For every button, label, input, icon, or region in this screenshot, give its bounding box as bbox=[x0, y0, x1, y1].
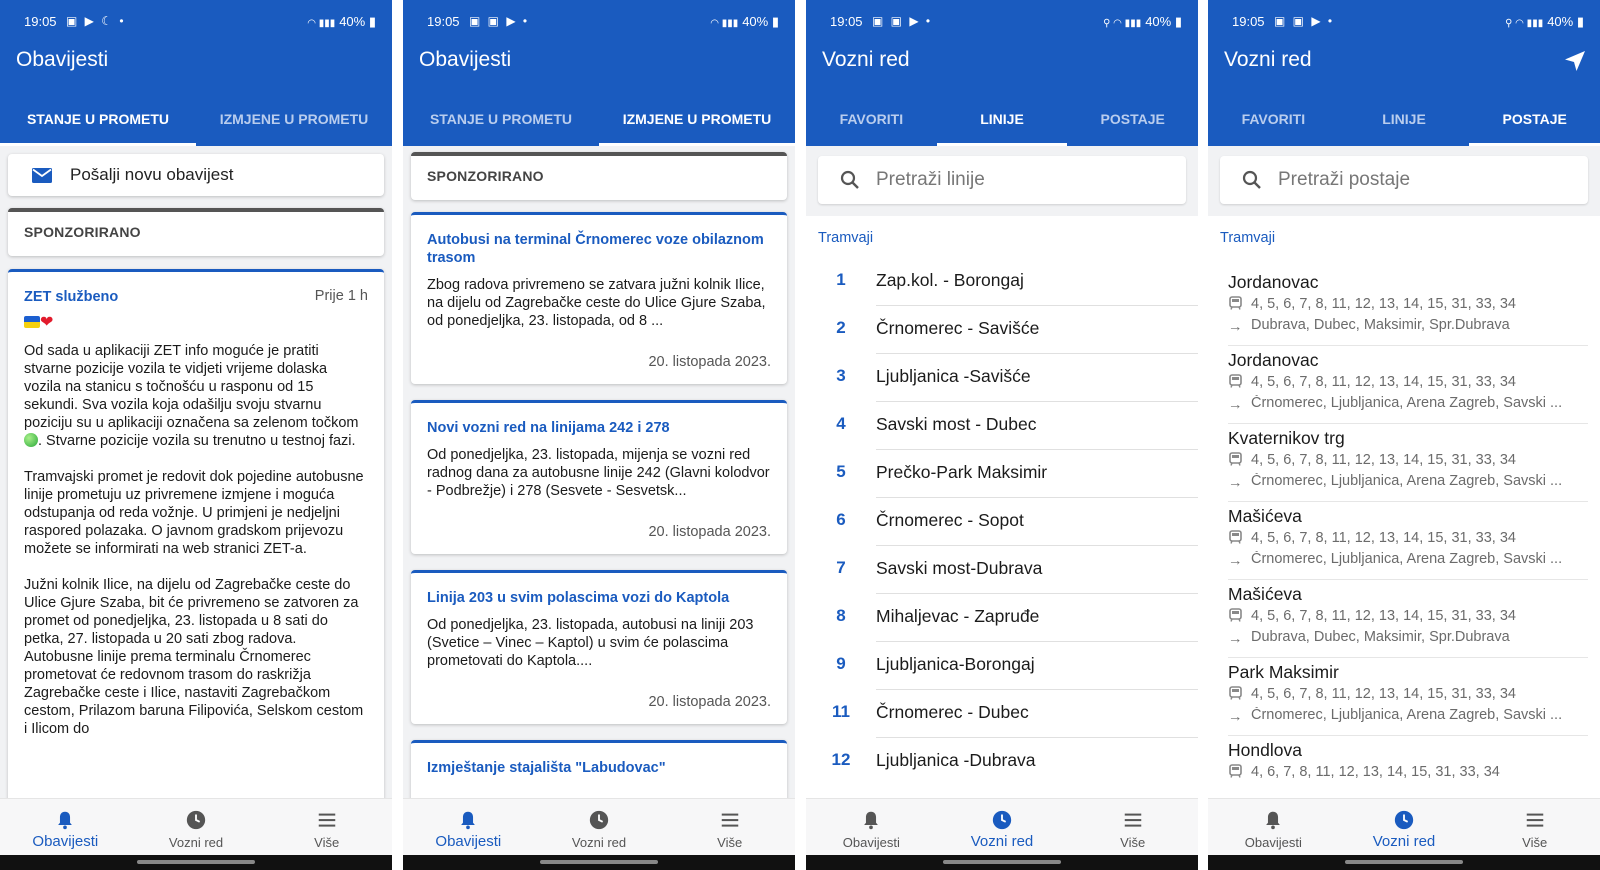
tab-traffic-status[interactable]: STANJE U PROMETU bbox=[0, 104, 196, 146]
tab-bar bbox=[1208, 104, 1600, 146]
notification-icons: ▣ ▣ ▶ • bbox=[469, 14, 530, 28]
battery-level: 40% bbox=[1145, 14, 1172, 29]
tram-icon bbox=[1228, 608, 1243, 622]
status-time: 19:05 bbox=[24, 14, 57, 29]
news-card[interactable] bbox=[411, 400, 787, 554]
news-date: 20. listopada 2023. bbox=[648, 694, 771, 710]
tab-bar bbox=[806, 104, 1198, 146]
news-paragraph: Južni kolnik Ilice, na dijelu od Zagrebačke ceste do Ulice Gjure Szaba, bit će privremeno se zatvoren za promet od ponedjeljka, 23. listopada u 8 sati do petka, 27. listopada u 20 sati zbog radova. Autobusne linije prema terminalu Črnomerec prometovat će redovnom trasom do raskrižja Zagrebačke ceste i Ilice, nastaviti Zagrebačkom cestom, Prilazom baruna Filipovića, Selskom cestom i Ilicom do bbox=[24, 577, 364, 737]
nav-notifications[interactable] bbox=[1208, 799, 1339, 855]
page-title: Obavijesti bbox=[16, 48, 109, 71]
news-card[interactable] bbox=[8, 269, 384, 798]
screen-timetable-lines bbox=[806, 0, 1198, 870]
nav-label: Više bbox=[314, 835, 340, 850]
nav-notifications[interactable] bbox=[806, 799, 937, 855]
nav-more[interactable] bbox=[664, 799, 795, 855]
news-card[interactable] bbox=[411, 740, 787, 798]
nav-more[interactable] bbox=[1067, 799, 1198, 855]
heart-icon: ❤ bbox=[40, 314, 54, 331]
clock-icon bbox=[1393, 809, 1415, 831]
tram-icon bbox=[1228, 296, 1243, 310]
app-bar bbox=[0, 0, 392, 146]
stop-direction: Dubrava, Dubec, Maksimir, Spr.Dubrava bbox=[1251, 629, 1510, 645]
status-bar bbox=[1208, 0, 1600, 42]
news-title: Autobusi na terminal Črnomerec voze obilaznom trasom bbox=[427, 232, 764, 266]
line-number: 5 bbox=[836, 462, 846, 481]
app-bar bbox=[1208, 0, 1600, 146]
nav-label: Više bbox=[1120, 835, 1146, 850]
nav-more[interactable] bbox=[261, 799, 392, 855]
nav-label: Vozni red bbox=[1372, 833, 1436, 850]
tab-bar bbox=[403, 104, 795, 146]
stop-name: Kvaternikov trg bbox=[1228, 428, 1345, 448]
tab-lines[interactable]: LINIJE bbox=[937, 104, 1068, 146]
news-paragraph: Tramvajski promet je redovit dok pojedine autobusne linije prometuju uz privremene izmjene i moguća odstupanja od reda vožnje. U primjeni je nedjeljni raspored polazaka. O javnom gradskom prijevozu možete se informirati na web stranici ZET-a. bbox=[24, 469, 364, 557]
line-number: 7 bbox=[836, 558, 846, 577]
search-lines-input[interactable] bbox=[876, 169, 1116, 191]
bottom-navigation bbox=[0, 798, 392, 855]
search-box[interactable] bbox=[1220, 156, 1588, 204]
status-bar bbox=[806, 0, 1198, 42]
stop-row[interactable] bbox=[1208, 662, 1600, 740]
stop-direction: Dubrava, Dubec, Maksimir, Spr.Dubrava bbox=[1251, 317, 1510, 333]
gesture-bar bbox=[403, 855, 795, 870]
bottom-navigation bbox=[403, 798, 795, 855]
line-name: Zap.kol. - Borongaj bbox=[876, 270, 1024, 290]
stop-row[interactable] bbox=[1208, 584, 1600, 662]
nav-label: Vozni red bbox=[571, 835, 627, 850]
line-row[interactable] bbox=[806, 258, 1198, 306]
tab-favorites[interactable]: FAVORITI bbox=[839, 111, 904, 127]
line-row[interactable] bbox=[806, 354, 1198, 402]
line-name: Savski most - Dubec bbox=[876, 414, 1037, 434]
bottom-navigation bbox=[806, 798, 1198, 855]
battery-level: 40% bbox=[339, 14, 366, 29]
lines-panel bbox=[806, 146, 1198, 798]
nav-label: Obavijesti bbox=[842, 835, 900, 850]
line-number: 1 bbox=[836, 270, 846, 289]
line-number: 6 bbox=[836, 510, 846, 529]
gesture-bar bbox=[0, 855, 392, 870]
clock-icon bbox=[991, 809, 1013, 831]
stop-lines: 4, 5, 6, 7, 8, 11, 12, 13, 14, 15, 31, 33, 34 bbox=[1251, 530, 1516, 546]
news-author: ZET službeno bbox=[24, 289, 119, 305]
line-row[interactable] bbox=[806, 450, 1198, 498]
clock-icon bbox=[588, 809, 610, 831]
news-excerpt: Od ponedjeljka, 23. listopada, autobusi na liniji 203 (Svetice – Vinec – Kaptol) u svim će polascima prometovati do Kaptola.... bbox=[427, 617, 754, 669]
status-right: ◠ ▮▮▮ 40% ▮ bbox=[307, 14, 376, 29]
status-right: ◠ ▮▮▮ 40% ▮ bbox=[710, 14, 779, 29]
notification-icons: ▣ ▣ ▶ • bbox=[872, 14, 933, 28]
line-row[interactable] bbox=[806, 402, 1198, 450]
stop-direction: Črnomerec, Ljubljanica, Arena Zagreb, Savski ... bbox=[1251, 707, 1563, 723]
location-signal-icon: ⚲ ◠ ▮▮▮ bbox=[1103, 18, 1142, 29]
bell-icon bbox=[54, 809, 76, 831]
ukraine-flag-icon bbox=[24, 316, 40, 328]
line-name: Ljubljanica -Savišće bbox=[876, 366, 1031, 386]
stop-lines: 4, 5, 6, 7, 8, 11, 12, 13, 14, 15, 31, 33, 34 bbox=[1251, 296, 1516, 312]
line-number: 12 bbox=[831, 750, 851, 769]
news-title: Izmještanje stajališta "Labudovac" bbox=[427, 760, 666, 776]
menu-icon bbox=[719, 809, 741, 831]
search-box[interactable] bbox=[818, 156, 1186, 204]
stop-row[interactable] bbox=[1208, 740, 1600, 798]
line-name: Črnomerec - Dubec bbox=[876, 702, 1029, 722]
arrow-right-icon: → bbox=[1228, 553, 1243, 567]
search-area bbox=[1208, 146, 1600, 216]
nav-timetable[interactable] bbox=[937, 799, 1068, 855]
menu-icon bbox=[1122, 809, 1144, 831]
tab-stops[interactable]: POSTAJE bbox=[1100, 111, 1165, 127]
sponsored-card[interactable] bbox=[8, 208, 384, 256]
signal-icon: ◠ ▮▮▮ bbox=[307, 18, 336, 29]
screen-timetable-stops bbox=[1208, 0, 1600, 870]
line-name: Črnomerec - Savišće bbox=[876, 318, 1040, 338]
nav-label: Vozni red bbox=[970, 833, 1034, 850]
line-row[interactable] bbox=[806, 738, 1198, 786]
tab-traffic-status[interactable]: STANJE U PROMETU bbox=[429, 111, 573, 127]
stop-name: Jordanovac bbox=[1228, 350, 1319, 370]
line-row[interactable] bbox=[806, 690, 1198, 738]
sponsored-card[interactable] bbox=[411, 152, 787, 200]
nav-label: Više bbox=[717, 835, 743, 850]
emoji-row bbox=[8, 306, 384, 332]
section-label: Tramvaji bbox=[818, 230, 874, 246]
clock-icon bbox=[185, 809, 207, 831]
stops-list bbox=[1208, 216, 1600, 798]
stop-name: Park Maksimir bbox=[1228, 662, 1339, 682]
bell-icon bbox=[860, 809, 882, 831]
stop-name: Hondlova bbox=[1228, 740, 1302, 760]
bell-icon bbox=[457, 809, 479, 831]
tram-icon bbox=[1228, 686, 1243, 700]
menu-icon bbox=[316, 809, 338, 831]
news-excerpt: Zbog radova privremeno se zatvara južni kolnik Ilice, na dijelu od Zagrebačke ceste do Ulice Gjure Szaba, od ponedjeljka, 23. listopada, od 8 ... bbox=[427, 277, 766, 329]
screen-notifications-traffic-status bbox=[0, 0, 392, 870]
tram-icon bbox=[1228, 530, 1243, 544]
arrow-right-icon: → bbox=[1228, 631, 1243, 645]
nav-label: Više bbox=[1522, 835, 1548, 850]
news-excerpt: Od ponedjeljka, 23. listopada, mijenja se vozni red radnog dana za autobusne linije 242 (Glavni kolodvor - Podbrežje) i 278 (Sesvete - Sesvetsk... bbox=[427, 447, 770, 499]
status-time: 19:05 bbox=[1232, 14, 1265, 29]
mail-icon bbox=[32, 168, 52, 183]
arrow-right-icon: → bbox=[1228, 397, 1243, 411]
location-arrow-icon[interactable] bbox=[1564, 50, 1586, 72]
send-notification-button[interactable] bbox=[8, 154, 384, 196]
send-notification-label: Pošalji novu obavijest bbox=[70, 165, 234, 184]
location-signal-icon: ⚲ ◠ ▮▮▮ bbox=[1505, 18, 1544, 29]
line-name: Mihaljevac - Zapruđe bbox=[876, 606, 1040, 626]
nav-label: Obavijesti bbox=[32, 833, 99, 850]
status-bar bbox=[0, 0, 392, 42]
news-date: 20. listopada 2023. bbox=[648, 354, 771, 370]
signal-icon: ◠ ▮▮▮ bbox=[710, 18, 739, 29]
feed bbox=[0, 146, 392, 798]
tab-traffic-changes[interactable]: IZMJENE U PROMETU bbox=[219, 111, 369, 127]
stop-name: Mašićeva bbox=[1228, 506, 1302, 526]
status-time: 19:05 bbox=[427, 14, 460, 29]
tab-lines[interactable]: LINIJE bbox=[1382, 111, 1426, 127]
line-row[interactable] bbox=[806, 498, 1198, 546]
page-title: Obavijesti bbox=[419, 48, 512, 71]
changes-list bbox=[403, 146, 795, 798]
nav-timetable[interactable] bbox=[534, 799, 665, 855]
screen-notifications-traffic-changes bbox=[403, 0, 795, 870]
app-bar bbox=[806, 0, 1198, 146]
sponsored-label: SPONZORIRANO bbox=[24, 224, 141, 240]
news-body bbox=[8, 332, 384, 738]
line-row[interactable] bbox=[806, 594, 1198, 642]
stop-lines: 4, 5, 6, 7, 8, 11, 12, 13, 14, 15, 31, 33, 34 bbox=[1251, 452, 1516, 468]
arrow-right-icon: → bbox=[1228, 319, 1243, 333]
nav-timetable[interactable] bbox=[131, 799, 262, 855]
arrow-right-icon: → bbox=[1228, 475, 1243, 489]
line-row[interactable] bbox=[806, 306, 1198, 354]
lines-list bbox=[806, 216, 1198, 798]
page-title: Vozni red bbox=[822, 48, 910, 71]
line-name: Prečko-Park Maksimir bbox=[876, 462, 1048, 482]
line-row[interactable] bbox=[806, 642, 1198, 690]
line-number: 11 bbox=[832, 702, 850, 721]
tab-favorites[interactable]: FAVORITI bbox=[1241, 111, 1306, 127]
stop-row[interactable] bbox=[1208, 272, 1600, 350]
nav-label: Vozni red bbox=[168, 835, 224, 850]
page-title: Vozni red bbox=[1224, 48, 1312, 71]
stop-lines: 4, 5, 6, 7, 8, 11, 12, 13, 14, 15, 31, 33, 34 bbox=[1251, 374, 1516, 390]
app-bar bbox=[403, 0, 795, 146]
stop-direction: Črnomerec, Ljubljanica, Arena Zagreb, Savski ... bbox=[1251, 551, 1563, 567]
line-number: 3 bbox=[836, 366, 846, 385]
line-number: 8 bbox=[836, 606, 846, 625]
stop-name: Jordanovac bbox=[1228, 272, 1319, 292]
stop-lines: 4, 5, 6, 7, 8, 11, 12, 13, 14, 15, 31, 33, 34 bbox=[1251, 608, 1516, 624]
line-name: Ljubljanica-Borongaj bbox=[876, 654, 1035, 674]
stop-row[interactable] bbox=[1208, 506, 1600, 584]
line-number: 9 bbox=[836, 654, 846, 673]
search-icon bbox=[1242, 170, 1262, 190]
line-number: 4 bbox=[836, 414, 846, 433]
status-right: ⚲ ◠ ▮▮▮ 40% ▮ bbox=[1103, 14, 1182, 29]
line-row[interactable] bbox=[806, 546, 1198, 594]
stop-lines: 4, 5, 6, 7, 8, 11, 12, 13, 14, 15, 31, 33, 34 bbox=[1251, 686, 1516, 702]
bottom-navigation bbox=[1208, 798, 1600, 855]
line-name: Savski most-Dubrava bbox=[876, 558, 1043, 578]
tab-stops[interactable]: POSTAJE bbox=[1469, 104, 1600, 146]
green-dot-icon bbox=[24, 433, 38, 447]
tram-icon bbox=[1228, 452, 1243, 466]
news-date: 20. listopada 2023. bbox=[648, 524, 771, 540]
nav-label: Obavijesti bbox=[435, 833, 502, 850]
news-paragraph: Od sada u aplikaciji ZET info moguće je pratiti stvarne pozicije vozila te vidjeti vrijeme dolaska vozila na stanicu s točnošću u rasponu od 15 sekundi. Sva vozila koja odašilju svoju stvarnu poziciju su u aplikaciji označena sa zelenom točkom . Stvarne pozicije vozila su trenutno u testnoj fazi. bbox=[24, 343, 359, 449]
notification-icons: ▣ ▶ ☾ • bbox=[66, 14, 126, 28]
bell-icon bbox=[1262, 809, 1284, 831]
news-title: Linija 203 u svim polascima vozi do Kaptola bbox=[427, 590, 730, 606]
line-name: Ljubljanica -Dubrava bbox=[876, 750, 1036, 770]
nav-notifications[interactable] bbox=[0, 799, 131, 855]
search-icon bbox=[840, 170, 860, 190]
stop-direction: Črnomerec, Ljubljanica, Arena Zagreb, Savski ... bbox=[1251, 473, 1563, 489]
battery-level: 40% bbox=[1547, 14, 1574, 29]
notification-icons: ▣ ▣ ▶ • bbox=[1274, 14, 1335, 28]
news-time: Prije 1 h bbox=[314, 288, 368, 304]
tab-bar bbox=[0, 104, 392, 146]
status-time: 19:05 bbox=[830, 14, 863, 29]
news-title: Novi vozni red na linijama 242 i 278 bbox=[427, 420, 670, 436]
tram-icon bbox=[1228, 374, 1243, 388]
nav-timetable[interactable] bbox=[1339, 799, 1470, 855]
nav-label: Obavijesti bbox=[1244, 835, 1302, 850]
news-card[interactable] bbox=[411, 212, 787, 384]
sponsored-label: SPONZORIRANO bbox=[427, 168, 544, 184]
stops-panel bbox=[1208, 146, 1600, 798]
news-card[interactable] bbox=[411, 570, 787, 724]
stop-name: Mašićeva bbox=[1228, 584, 1302, 604]
arrow-right-icon: → bbox=[1228, 709, 1243, 723]
nav-more[interactable] bbox=[1469, 799, 1600, 855]
line-number: 2 bbox=[836, 318, 846, 337]
stop-row[interactable] bbox=[1208, 350, 1600, 428]
search-stops-input[interactable] bbox=[1278, 169, 1518, 191]
search-area bbox=[806, 146, 1198, 216]
tab-traffic-changes[interactable]: IZMJENE U PROMETU bbox=[599, 104, 795, 146]
status-right: ⚲ ◠ ▮▮▮ 40% ▮ bbox=[1505, 14, 1584, 29]
nav-notifications[interactable] bbox=[403, 799, 534, 855]
status-bar bbox=[403, 0, 795, 42]
section-label: Tramvaji bbox=[1220, 230, 1276, 246]
battery-level: 40% bbox=[742, 14, 769, 29]
stop-lines: 4, 6, 7, 8, 11, 12, 13, 14, 15, 31, 33, 34 bbox=[1251, 764, 1500, 780]
stop-direction: Črnomerec, Ljubljanica, Arena Zagreb, Savski ... bbox=[1251, 395, 1563, 411]
line-name: Črnomerec - Sopot bbox=[876, 510, 1024, 530]
stop-row[interactable] bbox=[1208, 428, 1600, 506]
gesture-bar bbox=[806, 855, 1198, 870]
tram-icon bbox=[1228, 764, 1243, 778]
menu-icon bbox=[1524, 809, 1546, 831]
gesture-bar bbox=[1208, 855, 1600, 870]
